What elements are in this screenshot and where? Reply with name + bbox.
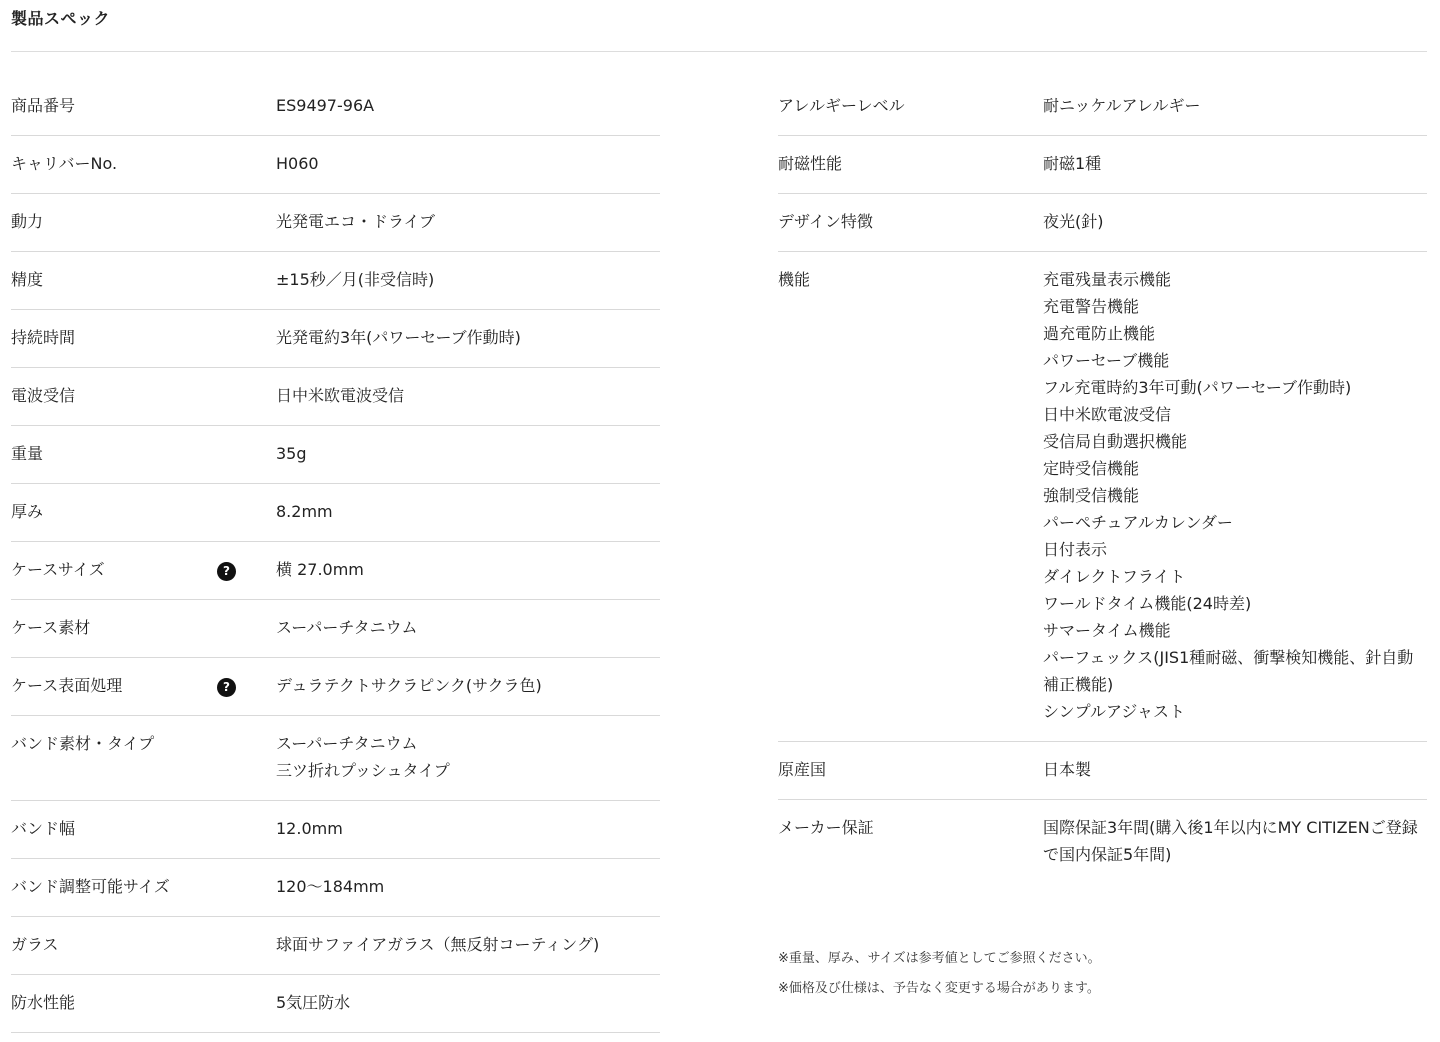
spec-value-line: 受信局自動選択機能 [1043, 432, 1188, 451]
spec-value [276, 484, 660, 541]
spec-row [778, 742, 1427, 800]
spec-row [11, 78, 660, 136]
spec-value [276, 801, 660, 858]
spec-row [11, 426, 660, 484]
spec-value-line: ES9497-96A [276, 96, 375, 115]
spec-value-line: 35g [276, 444, 307, 463]
spec-value-line: パーフェックス(JIS1種耐磁、衝撃検知機能、針自動補正機能) [1043, 648, 1414, 694]
spec-label: バンド調整可能サイズ [11, 877, 170, 896]
spec-table-left [11, 78, 660, 1033]
spec-label: 機能 [778, 270, 811, 289]
spec-row [11, 917, 660, 975]
spec-value-line: スーパーチタニウム [276, 734, 418, 753]
spec-label: 動力 [11, 212, 44, 231]
spec-value-line: ±15秒／月(非受信時) [276, 270, 435, 289]
spec-label: ケース表面処理 ? [11, 658, 276, 715]
spec-value [276, 716, 660, 800]
spec-value-line: パーペチュアルカレンダー [1043, 513, 1233, 532]
spec-label: メーカー保証 [778, 818, 874, 837]
spec-row [778, 136, 1427, 194]
spec-value [276, 252, 660, 309]
spec-table-right [778, 78, 1427, 884]
spec-label: ケース素材 [11, 618, 91, 637]
question-circle-icon[interactable]: ? [217, 562, 236, 581]
spec-value [1043, 194, 1427, 251]
spec-value [1043, 800, 1427, 884]
spec-row [11, 801, 660, 859]
spec-value-line: 充電警告機能 [1043, 297, 1140, 316]
section-title: 製品スペック [11, 9, 111, 28]
spec-value-line: 定時受信機能 [1043, 459, 1140, 478]
spec-value [276, 368, 660, 425]
spec-row [11, 716, 660, 801]
spec-value [276, 600, 660, 657]
spec-value-line: 夜光(針) [1043, 212, 1104, 231]
spec-value-line: 120〜184mm [276, 877, 385, 896]
spec-value [276, 975, 660, 1032]
spec-label: ケースサイズ ? [11, 542, 276, 599]
spec-label: バンド幅 [11, 819, 76, 838]
spec-value-line: ワールドタイム機能(24時差) [1043, 594, 1252, 613]
divider [11, 51, 1427, 52]
spec-row [11, 484, 660, 542]
spec-value-line: デュラテクトサクラピンク(サクラ色) [276, 676, 542, 695]
spec-value-line: サマータイム機能 [1043, 621, 1171, 640]
spec-value-line: 日中米欧電波受信 [276, 386, 405, 405]
spec-value-line: 国際保証3年間(購入後1年以内にMY CITIZENご登録で国内保証5年間) [1043, 818, 1418, 864]
spec-value-line: 日本製 [1043, 760, 1092, 779]
spec-row [778, 252, 1427, 742]
spec-value [276, 78, 660, 135]
spec-value-line: 日中米欧電波受信 [1043, 405, 1172, 424]
spec-value-line: 5気圧防水 [276, 993, 351, 1012]
spec-value-line: シンプルアジャスト [1043, 702, 1186, 721]
spec-label: 厚み [11, 502, 44, 521]
spec-label: 重量 [11, 444, 44, 463]
spec-label: デザイン特徴 [778, 212, 873, 231]
spec-value-line: 耐磁1種 [1043, 154, 1102, 173]
spec-value-line: H060 [276, 154, 319, 173]
spec-value-line: 日付表示 [1043, 540, 1108, 559]
spec-value-line: 強制受信機能 [1043, 486, 1140, 505]
spec-row [778, 194, 1427, 252]
spec-label: キャリバーNo. [11, 154, 118, 173]
spec-row [11, 252, 660, 310]
spec-label: アレルギーレベル [778, 96, 905, 115]
spec-row [11, 975, 660, 1033]
spec-row [11, 542, 660, 600]
spec-row [11, 310, 660, 368]
spec-label: 商品番号 [11, 96, 76, 115]
spec-value [276, 658, 660, 715]
spec-value-line: 8.2mm [276, 502, 333, 521]
spec-value-line: 過充電防止機能 [1043, 324, 1156, 343]
spec-value [276, 426, 660, 483]
spec-row [11, 859, 660, 917]
spec-value-line: 球面サファイアガラス（無反射コーティング) [276, 935, 600, 954]
spec-label: 防水性能 [11, 993, 76, 1012]
spec-value-line: 充電残量表示機能 [1043, 270, 1172, 289]
spec-value-line: 12.0mm [276, 819, 343, 838]
spec-value-line: 光発電約3年(パワーセーブ作動時) [276, 328, 521, 347]
spec-label: 持続時間 [11, 328, 76, 347]
spec-value [1043, 78, 1427, 135]
spec-row [778, 78, 1427, 136]
spec-row [11, 194, 660, 252]
spec-value [276, 917, 660, 974]
spec-label: 精度 [11, 270, 44, 289]
spec-value-line: 横 27.0mm [276, 560, 364, 579]
spec-row [11, 658, 660, 716]
note-text: ※重量、厚み、サイズは参考値としてご参照ください。 [778, 951, 1101, 966]
spec-label: 原産国 [778, 760, 827, 779]
spec-value [1043, 252, 1427, 741]
question-circle-icon[interactable]: ? [217, 678, 236, 697]
spec-value-line: 三ツ折れプッシュタイプ [276, 761, 450, 780]
spec-label: バンド素材・タイプ [11, 734, 155, 753]
spec-value [276, 194, 660, 251]
spec-value-line: スーパーチタニウム [276, 618, 418, 637]
spec-label: 電波受信 [11, 386, 76, 405]
spec-value [276, 310, 660, 367]
spec-value [276, 136, 660, 193]
spec-value-line: フル充電時約3年可動(パワーセーブ作動時) [1043, 378, 1352, 397]
notes [778, 944, 1101, 1004]
spec-value-line: パワーセーブ機能 [1043, 351, 1170, 370]
spec-value [276, 859, 660, 916]
spec-label: 耐磁性能 [778, 154, 843, 173]
spec-row [11, 136, 660, 194]
spec-row [11, 368, 660, 426]
spec-label: ガラス [11, 935, 59, 954]
spec-value-line: 耐ニッケルアレルギー [1043, 96, 1201, 115]
spec-value-line: 光発電エコ・ドライブ [276, 212, 436, 231]
spec-value [1043, 136, 1427, 193]
note-text: ※価格及び仕様は、予告なく変更する場合があります。 [778, 981, 1100, 996]
spec-value [276, 542, 660, 599]
spec-row [778, 800, 1427, 884]
spec-row [11, 600, 660, 658]
spec-value-line: ダイレクトフライト [1043, 567, 1186, 586]
spec-value [1043, 742, 1427, 799]
